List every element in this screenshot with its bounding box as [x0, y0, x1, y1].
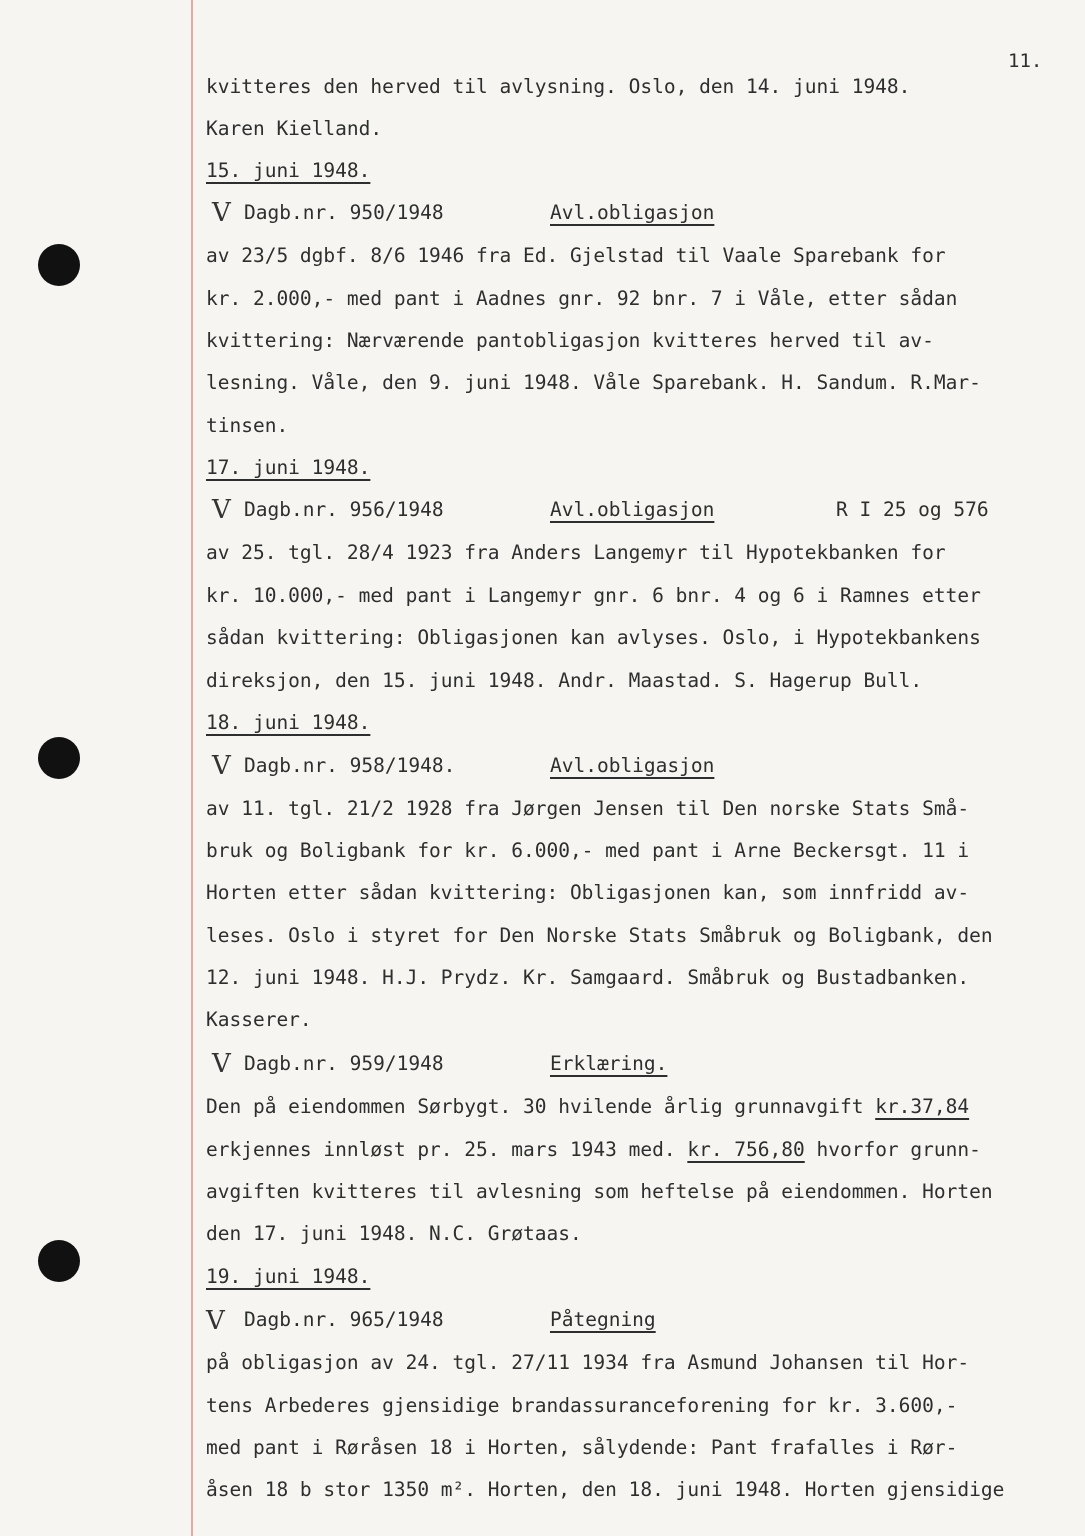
text-line: avgiften kvitteres til avlesning som heftelse på eiendommen. Horten [206, 1180, 993, 1203]
text-segment: erkjennes innløst pr. 25. mars 1943 med. [206, 1138, 688, 1161]
check-mark: V [206, 1306, 225, 1336]
punch-hole [38, 1240, 80, 1282]
entry-dagbnr: Dagb.nr. 959/1948 [244, 1052, 444, 1075]
text-line: 12. juni 1948. H.J. Prydz. Kr. Samgaard. Småbruk og Bustadbanken. [206, 966, 970, 989]
entry-dagbnr: Dagb.nr. 965/1948 [244, 1308, 444, 1331]
check-mark: V [212, 495, 231, 525]
entry-type: Avl.obligasjon [550, 498, 715, 521]
entry-date: 15. juni 1948. [206, 159, 371, 182]
text-line: bruk og Boligbank for kr. 6.000,- med pant i Arne Beckersgt. 11 i [206, 839, 970, 862]
text-line: på obligasjon av 24. tgl. 27/11 1934 fra Asmund Johansen til Hor- [206, 1351, 970, 1374]
entry-type: Avl.obligasjon [550, 754, 715, 777]
text-line [206, 1095, 969, 1119]
text-line: av 11. tgl. 21/2 1928 fra Jørgen Jensen til Den norske Stats Små- [206, 797, 970, 820]
entry-date: 19. juni 1948. [206, 1265, 371, 1288]
entry-reference: R I 25 og 576 [836, 498, 989, 521]
text-line: kr. 10.000,- med pant i Langemyr gnr. 6 bnr. 4 og 6 i Ramnes etter [206, 584, 981, 607]
entry-dagbnr: Dagb.nr. 958/1948. [244, 754, 456, 777]
text-line: kvittering: Nærværende pantobligasjon kvitteres herved til av- [206, 329, 934, 352]
margin-rule [191, 0, 193, 1536]
text-segment: hvorfor grunn- [804, 1138, 981, 1161]
text-line [206, 1138, 981, 1162]
text-line: direksjon, den 15. juni 1948. Andr. Maastad. S. Hagerup Bull. [206, 669, 923, 692]
entry-dagbnr: Dagb.nr. 950/1948 [244, 201, 444, 224]
text-line: med pant i Røråsen 18 i Horten, sålydende: Pant frafalles i Rør- [206, 1436, 958, 1459]
text-line: av 25. tgl. 28/4 1923 fra Anders Langemyr til Hypotekbanken for [206, 541, 946, 564]
text-line: av 23/5 dgbf. 8/6 1946 fra Ed. Gjelstad til Vaale Sparebank for [206, 244, 946, 267]
entry-date: 17. juni 1948. [206, 456, 371, 479]
check-mark: V [212, 751, 231, 781]
entry-type: Erklæring. [550, 1052, 668, 1075]
text-line: den 17. juni 1948. N.C. Grøtaas. [206, 1222, 582, 1245]
page-number: 11. [1008, 50, 1043, 72]
text-line: kr. 2.000,- med pant i Aadnes gnr. 92 bnr. 7 i Våle, etter sådan [206, 287, 958, 310]
punch-hole [38, 737, 80, 779]
text-segment: Den på eiendommen Sørbygt. 30 hvilende årlig grunnavgift [206, 1095, 876, 1118]
text-line: Karen Kielland. [206, 117, 383, 140]
check-mark: V [212, 198, 231, 228]
punch-hole [38, 244, 80, 286]
text-line: lesning. Våle, den 9. juni 1948. Våle Sparebank. H. Sandum. R.Mar- [206, 371, 981, 394]
entry-dagbnr: Dagb.nr. 956/1948 [244, 498, 444, 521]
amount: kr.37,84 [875, 1095, 970, 1118]
text-line: tens Arbederes gjensidige brandassuranceforening for kr. 3.600,- [206, 1394, 958, 1417]
amount: kr. 756,80 [687, 1138, 805, 1161]
entry-date: 18. juni 1948. [206, 711, 371, 734]
text-line: åsen 18 b stor 1350 m². Horten, den 18. juni 1948. Horten gjensidige [206, 1478, 1005, 1501]
entry-type: Påtegning [550, 1308, 656, 1331]
entry-type: Avl.obligasjon [550, 201, 715, 224]
text-line: Kasserer. [206, 1008, 312, 1031]
text-line: sådan kvittering: Obligasjonen kan avlyses. Oslo, i Hypotekbankens [206, 626, 981, 649]
text-line: leses. Oslo i styret for Den Norske Stats Småbruk og Boligbank, den [206, 924, 993, 947]
text-line: tinsen. [206, 414, 289, 437]
text-line: Horten etter sådan kvittering: Obligasjonen kan, som innfridd av- [206, 881, 970, 904]
check-mark: V [212, 1049, 231, 1079]
text-line: kvitteres den herved til avlysning. Oslo, den 14. juni 1948. [206, 75, 911, 98]
